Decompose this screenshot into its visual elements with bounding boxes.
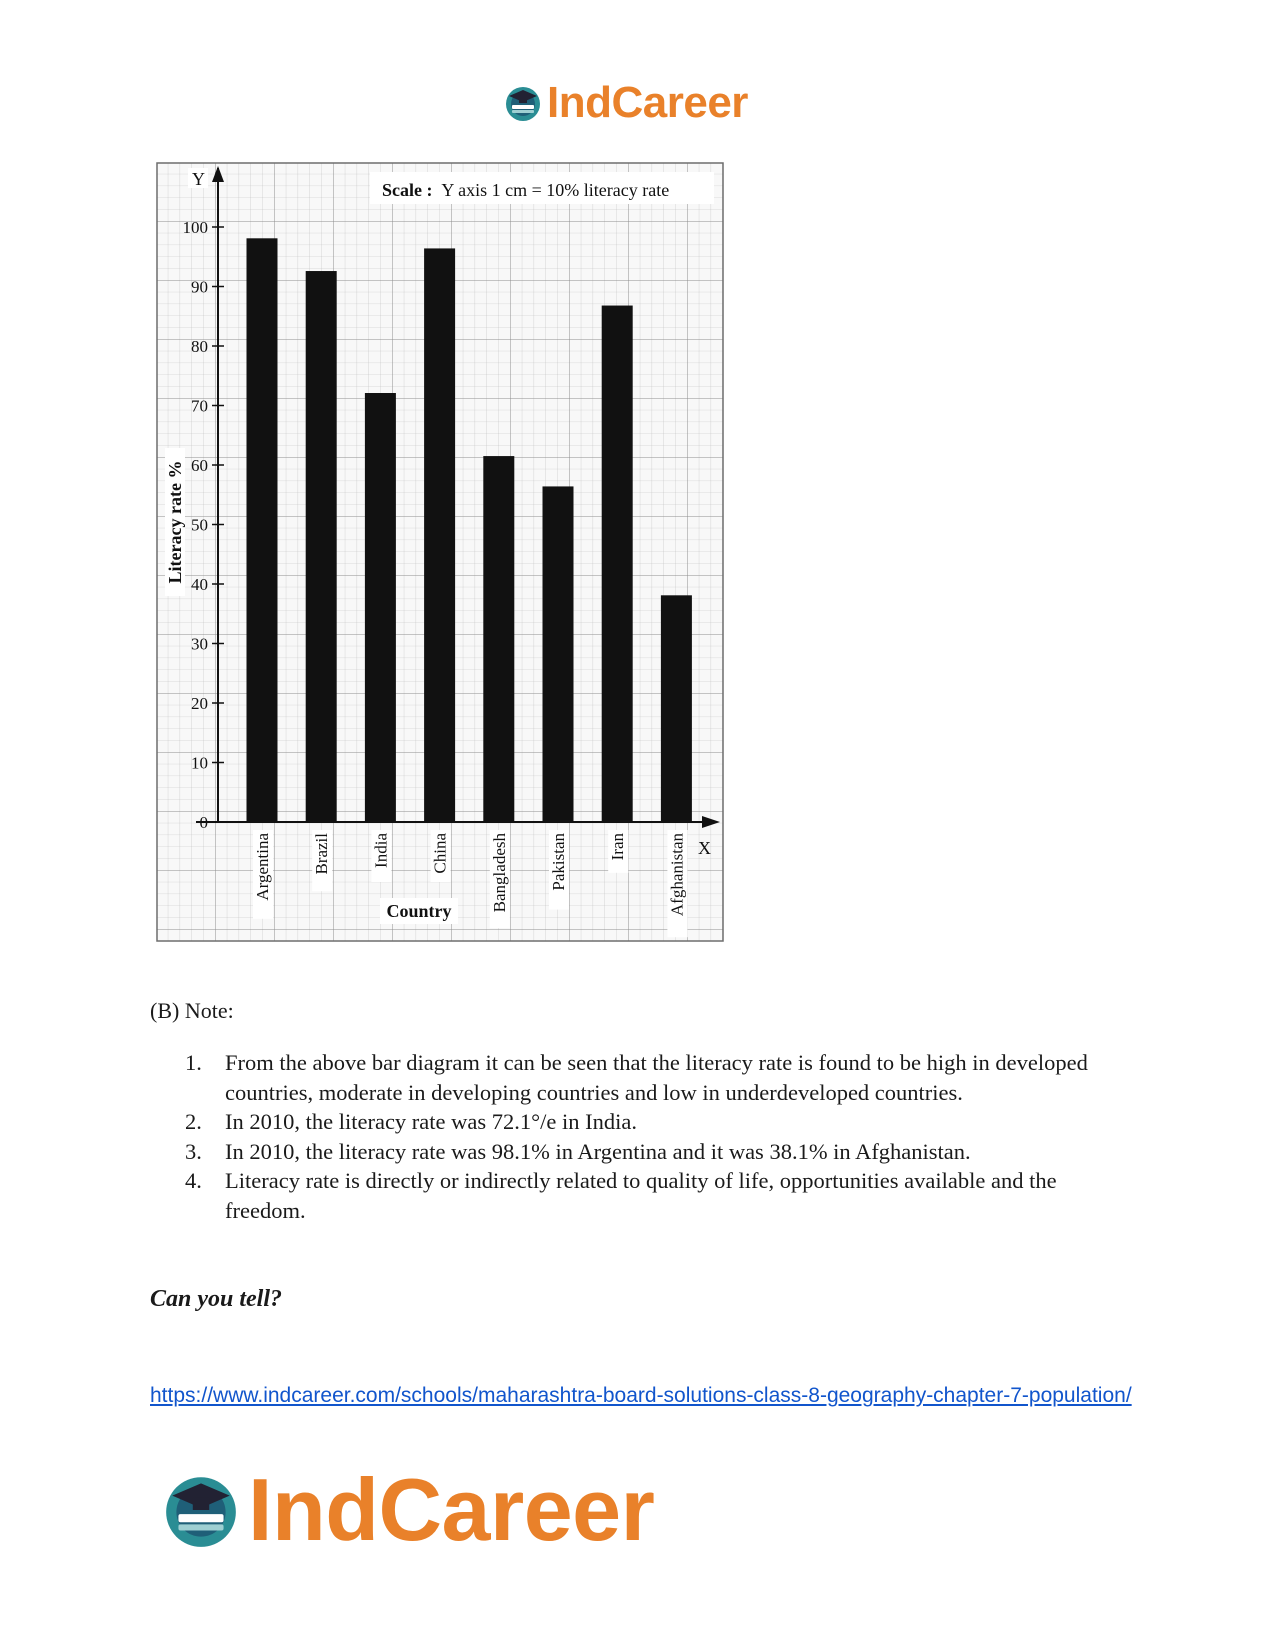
- note-list: [185, 1048, 1125, 1225]
- note-item: [185, 1107, 1125, 1137]
- graduation-cap-book-icon: [160, 1469, 242, 1551]
- y-tick-label: 30: [191, 634, 208, 654]
- question-heading: Can you tell?: [150, 1286, 283, 1312]
- x-tick-label-group: [253, 830, 273, 919]
- bar-pakistan: [543, 486, 574, 822]
- x-axis-letter: X: [698, 838, 711, 858]
- note-heading: (B) Note:: [150, 998, 234, 1023]
- x-tick-label-group: [431, 830, 451, 882]
- x-tick-label: Bangladesh: [489, 833, 509, 913]
- bar-bangladesh: [483, 456, 514, 822]
- source-link[interactable]: https://www.indcareer.com/schools/maharashtra-board-solutions-class-8-geography-chapter-7-population/: [150, 1384, 1132, 1407]
- y-tick-label: 20: [191, 694, 208, 713]
- brand-name: IndCareer: [547, 78, 748, 127]
- y-axis-title: Literacy rate %: [165, 460, 185, 584]
- bar-china: [424, 248, 455, 822]
- note-item: [185, 1048, 1125, 1107]
- y-axis-title-group: [165, 448, 185, 596]
- bar-india: [365, 393, 396, 822]
- x-tick-label: China: [430, 833, 450, 874]
- bar-brazil: [306, 271, 337, 822]
- note-item: [185, 1137, 1125, 1167]
- note-item-number: 3.: [185, 1138, 202, 1164]
- x-tick-label-group: [667, 830, 687, 937]
- x-tick-label: Iran: [608, 833, 628, 861]
- bar-afghanistan: [661, 595, 692, 822]
- x-tick-label: Brazil: [312, 833, 332, 875]
- x-tick-label: Afghanistan: [667, 833, 687, 917]
- note-item-text: Literacy rate is directly or indirectly related to quality of life, opportunities available and the freedom.: [225, 1168, 1057, 1223]
- scale-note-text: Y axis 1 cm = 10% literacy rate: [441, 180, 670, 200]
- note-item-text: In 2010, the literacy rate was 98.1% in Argentina and it was 38.1% in Afghanistan.: [225, 1138, 971, 1164]
- x-axis-title: Country: [386, 901, 452, 921]
- x-tick-label-group: [312, 830, 332, 891]
- scale-note: [382, 180, 669, 200]
- brand-name: IndCareer: [248, 1460, 655, 1559]
- note-item-number: 4.: [185, 1168, 202, 1193]
- bar-iran: [602, 306, 633, 822]
- y-tick-label: 50: [191, 515, 208, 535]
- y-tick-label: 90: [191, 277, 208, 297]
- note-item-number: 2.: [185, 1109, 202, 1134]
- y-tick-label: 100: [182, 218, 208, 237]
- x-tick-label-group: [608, 830, 628, 873]
- x-tick-label-group: [549, 830, 569, 910]
- note-item-text: In 2010, the literacy rate was 72.1°/e in India.: [225, 1109, 637, 1134]
- x-tick-label: Argentina: [253, 833, 272, 901]
- x-tick-label: Pakistan: [549, 833, 568, 891]
- x-tick-label: India: [371, 833, 391, 868]
- indcareer-logo-top: [503, 78, 748, 128]
- note-item: [185, 1166, 1125, 1225]
- y-tick-label: 40: [191, 575, 208, 594]
- bar-argentina: [247, 238, 278, 822]
- y-tick-label: 80: [191, 337, 208, 356]
- y-tick-label: 60: [191, 456, 208, 475]
- y-tick-label: 0: [199, 813, 208, 832]
- scale-note-bold: Scale :: [382, 180, 433, 200]
- y-axis-letter: Y: [192, 169, 205, 189]
- chart-canvas: [156, 162, 724, 942]
- graduation-cap-book-icon: [503, 83, 543, 123]
- note-item-number: 1.: [185, 1050, 202, 1075]
- y-tick-label: 70: [191, 396, 208, 416]
- note-item-text: From the above bar diagram it can be seen that the literacy rate is found to be high in developed countries, moderate in developing countries and low in underdeveloped countries.: [225, 1050, 1088, 1105]
- x-tick-label-group: [490, 830, 510, 928]
- x-tick-label-group: [371, 830, 391, 882]
- indcareer-logo-bottom: [160, 1462, 654, 1558]
- literacy-bar-chart: [156, 162, 724, 942]
- y-tick-label: 10: [191, 753, 208, 773]
